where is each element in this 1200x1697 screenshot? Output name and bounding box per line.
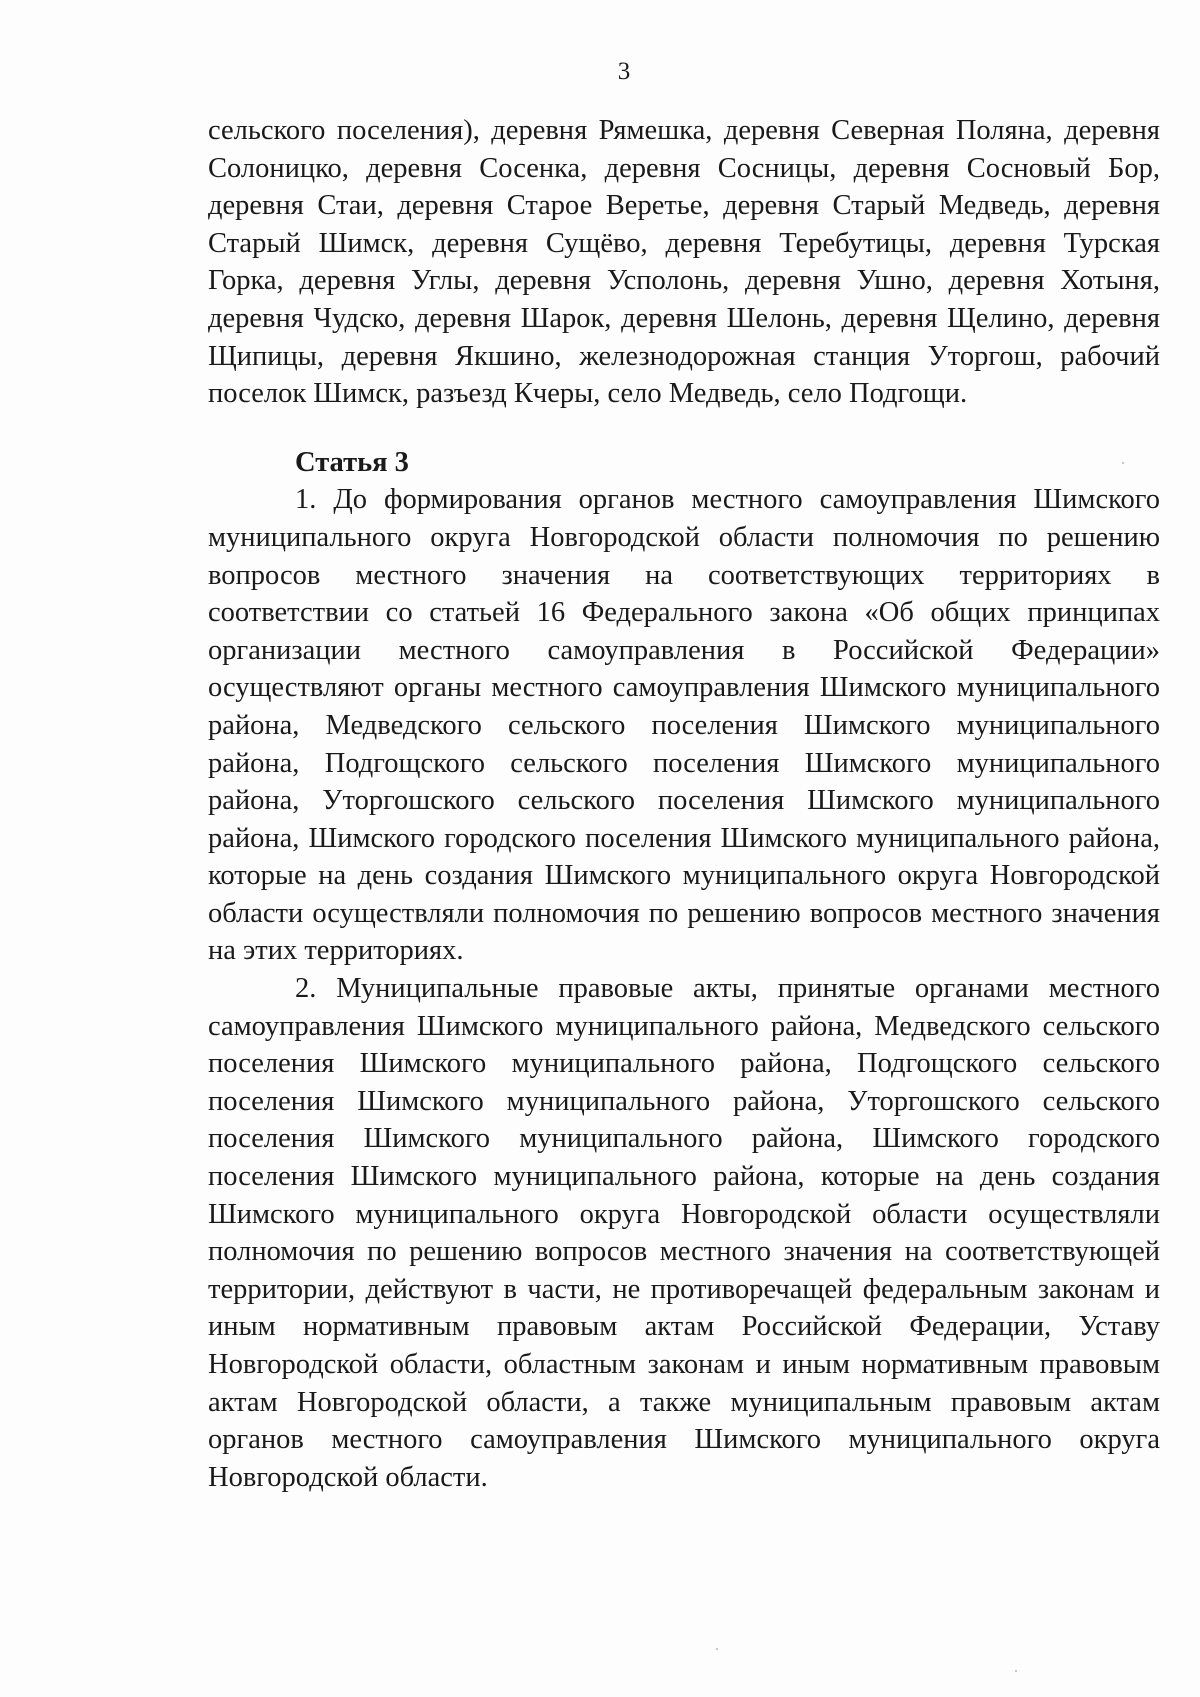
- article-heading: Статья 3: [295, 446, 409, 478]
- intro-paragraph: [208, 112, 1160, 413]
- text-line: района, Уторгошского сельского поселения Шимского муниципального: [208, 785, 1160, 817]
- text-line: поселения Шимского муниципального района, Шимского городского: [208, 1123, 1160, 1155]
- text-line: органов местного самоуправления Шимского муниципального округа: [208, 1424, 1160, 1456]
- text-line: 1. До формирования органов местного самоуправления Шимского: [295, 484, 1160, 516]
- text-line: на этих территориях.: [208, 935, 464, 967]
- article-paragraph-1: [208, 481, 1160, 970]
- text-line: Шимского муниципального округа Новгородской области осуществляли: [208, 1198, 1160, 1230]
- page-number: 3: [617, 58, 631, 85]
- text-line: поселения Шимского муниципального района, которые на день создания: [208, 1161, 1160, 1193]
- text-line: сельского поселения), деревня Рямешка, деревня Северная Поляна, деревня: [208, 115, 1160, 146]
- text-line: района, Подгощского сельского поселения Шимского муниципального: [208, 747, 1160, 779]
- text-line: Старый Шимск, деревня Сущёво, деревня Теребутицы, деревня Турская: [208, 227, 1160, 259]
- document-body: [208, 112, 1160, 1496]
- text-line: поселения Шимского муниципального района, Подгощского сельского: [208, 1048, 1160, 1080]
- text-line: Щипицы, деревня Якшино, железнодорожная станция Уторгош, рабочий: [208, 340, 1160, 372]
- scan-speck: [1015, 1670, 1017, 1672]
- text-line: поселок Шимск, разъезд Кчеры, село Медведь, село Подгощи.: [208, 378, 968, 410]
- text-line: актам Новгородской области, а также муниципальным правовым актам: [208, 1386, 1160, 1418]
- text-line: района, Шимского городского поселения Шимского муниципального района,: [208, 822, 1160, 854]
- text-line: Новгородской области.: [208, 1461, 488, 1493]
- text-line: организации местного самоуправления в Российской Федерации»: [208, 634, 1160, 666]
- text-line: деревня Стаи, деревня Старое Веретье, деревня Старый Медведь, деревня: [208, 190, 1160, 222]
- text-line: 2. Муниципальные правовые акты, принятые органами местного: [295, 973, 1160, 1005]
- text-line: самоуправления Шимского муниципального района, Медведского сельского: [208, 1010, 1160, 1042]
- scan-speck: [1122, 462, 1124, 464]
- article-paragraph-2: [208, 970, 1160, 1496]
- text-line: Солоницко, деревня Сосенка, деревня Сосницы, деревня Сосновый Бор,: [208, 152, 1160, 184]
- text-line: вопросов местного значения на соответствующих территориях в: [208, 559, 1160, 591]
- text-line: деревня Чудско, деревня Шарок, деревня Шелонь, деревня Щелино, деревня: [208, 302, 1160, 334]
- text-line: муниципального округа Новгородской области полномочия по решению: [208, 521, 1160, 553]
- text-line: которые на день создания Шимского муниципального округа Новгородской: [208, 860, 1160, 892]
- text-line: поселения Шимского муниципального района, Уторгошского сельского: [208, 1085, 1160, 1117]
- text-line: соответствии со статьей 16 Федерального закона «Об общих принципах: [208, 597, 1160, 629]
- text-line: Новгородской области, областным законам и иным нормативным правовым: [208, 1349, 1160, 1380]
- scan-speck: [716, 1648, 718, 1650]
- text-line: района, Медведского сельского поселения Шимского муниципального: [208, 709, 1160, 741]
- text-line: иным нормативным правовым актам Российской Федерации, Уставу: [208, 1311, 1160, 1343]
- text-line: области осуществляли полномочия по решению вопросов местного значения: [208, 897, 1160, 929]
- text-line: Горка, деревня Углы, деревня Усполонь, деревня Ушно, деревня Хотыня,: [208, 265, 1160, 297]
- text-line: осуществляют органы местного самоуправления Шимского муниципального: [208, 672, 1160, 704]
- text-line: полномочия по решению вопросов местного значения на соответствующей: [208, 1236, 1160, 1268]
- text-line: территории, действуют в части, не противоречащей федеральным законам и: [208, 1273, 1160, 1305]
